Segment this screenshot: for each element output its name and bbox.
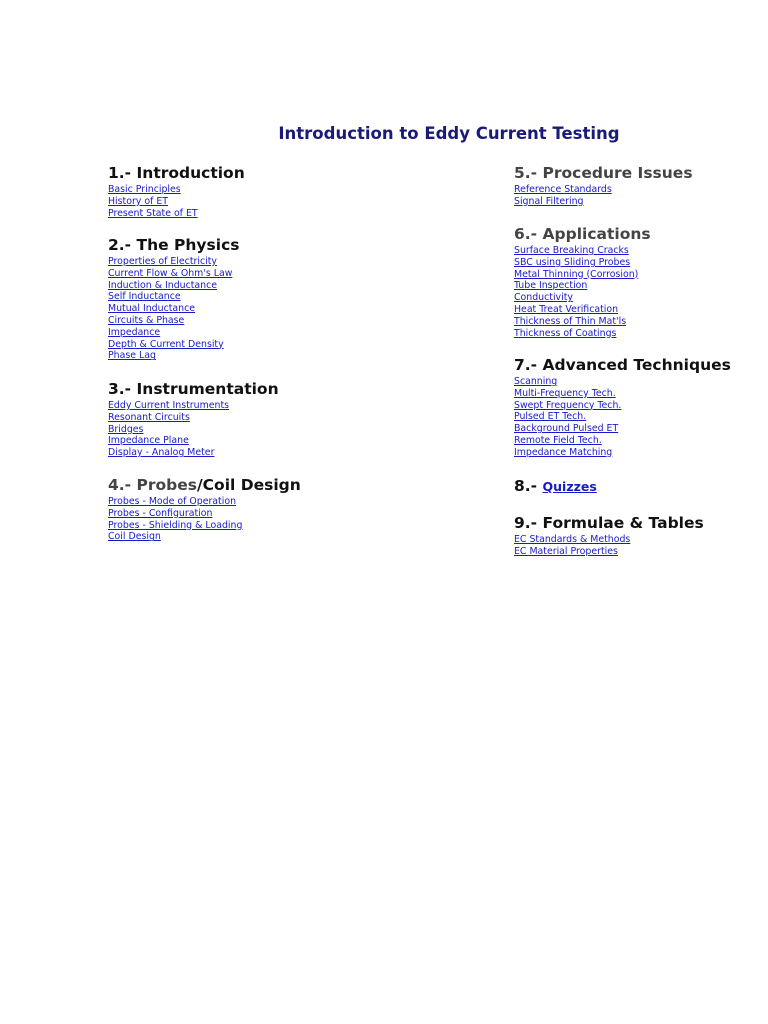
list-item xyxy=(108,400,279,412)
section-instrumentation xyxy=(108,380,279,459)
topic-link[interactable]: Surface Breaking Cracks xyxy=(514,245,629,256)
section-heading-procedure xyxy=(514,164,693,182)
topic-link[interactable]: Probes - Shielding & Loading xyxy=(108,519,243,531)
list-item xyxy=(108,280,239,292)
link-list xyxy=(514,184,693,208)
topic-link[interactable]: Self Inductance xyxy=(108,291,181,303)
list-item xyxy=(514,388,731,400)
list-item xyxy=(514,257,651,269)
section-number: 3.- xyxy=(108,380,132,398)
section-quizzes xyxy=(514,477,597,496)
topic-link[interactable]: Impedance Plane xyxy=(108,435,189,447)
list-item xyxy=(514,184,693,196)
section-title: Applications xyxy=(542,225,651,243)
list-item xyxy=(514,196,693,208)
section-number: 4.- xyxy=(108,476,132,494)
section-title: Introduction xyxy=(136,164,245,182)
topic-link[interactable]: Depth & Current Density xyxy=(108,338,224,350)
link-list xyxy=(514,376,731,459)
section-title-part1: Probes xyxy=(136,476,198,494)
topic-link[interactable]: Reference Standards xyxy=(514,184,612,195)
section-number: 2.- xyxy=(108,236,132,254)
topic-link[interactable]: Probes - Configuration xyxy=(108,507,213,519)
link-list xyxy=(514,245,651,339)
topic-link[interactable]: Coil Design xyxy=(108,531,161,543)
topic-link[interactable]: EC Standards & Methods xyxy=(514,534,631,545)
list-item xyxy=(514,376,731,388)
list-item xyxy=(108,424,279,436)
section-title: The Physics xyxy=(136,236,240,254)
section-heading-introduction xyxy=(108,164,245,182)
quizzes-link[interactable]: Quizzes xyxy=(542,479,597,494)
list-item xyxy=(108,447,279,459)
topic-link[interactable]: Metal Thinning (Corrosion) xyxy=(514,268,639,280)
section-applications xyxy=(514,225,651,339)
list-item xyxy=(108,435,279,447)
topic-link[interactable]: EC Material Properties xyxy=(514,545,618,557)
topic-link[interactable]: Multi-Frequency Tech. xyxy=(514,387,616,399)
list-item xyxy=(514,423,731,435)
topic-link[interactable]: Tube Inspection xyxy=(514,280,588,292)
link-list xyxy=(108,496,301,543)
section-heading-instrumentation xyxy=(108,380,279,398)
list-item xyxy=(108,315,239,327)
list-item xyxy=(514,316,651,328)
list-item xyxy=(514,304,651,316)
topic-link[interactable]: Remote Field Tech. xyxy=(514,434,602,446)
topic-link[interactable]: Thickness of Thin Mat'ls xyxy=(514,315,627,327)
topic-link[interactable]: Present State of ET xyxy=(108,207,198,219)
list-item xyxy=(108,196,245,208)
section-advanced xyxy=(514,356,731,459)
list-item xyxy=(108,508,301,520)
list-item xyxy=(514,534,704,546)
section-number: 6.- xyxy=(514,225,538,243)
list-item xyxy=(514,328,651,340)
list-item xyxy=(514,546,704,558)
topic-link[interactable]: History of ET xyxy=(108,195,168,207)
topic-link[interactable]: Thickness of Coatings xyxy=(514,327,617,339)
list-item xyxy=(108,208,245,220)
topic-link[interactable]: Pulsed ET Tech. xyxy=(514,411,587,423)
topic-link[interactable]: Resonant Circuits xyxy=(108,411,190,423)
topic-link[interactable]: Background Pulsed ET xyxy=(514,423,619,435)
section-title: Instrumentation xyxy=(136,380,279,398)
section-procedure xyxy=(514,164,693,208)
list-item xyxy=(108,412,279,424)
section-number: 5.- xyxy=(514,164,538,182)
topic-link[interactable]: Circuits & Phase xyxy=(108,314,185,326)
list-item xyxy=(514,447,731,459)
list-item xyxy=(108,303,239,315)
list-item xyxy=(514,245,651,257)
section-heading-physics xyxy=(108,236,239,254)
topic-link[interactable]: Impedance xyxy=(108,326,161,338)
topic-link[interactable]: Signal Filtering xyxy=(514,195,584,207)
link-list xyxy=(108,400,279,459)
list-item xyxy=(108,256,239,268)
list-item xyxy=(514,292,651,304)
topic-link[interactable]: Impedance Matching xyxy=(514,446,613,458)
list-item xyxy=(514,400,731,412)
topic-link[interactable]: Display - Analog Meter xyxy=(108,447,215,459)
list-item xyxy=(108,496,301,508)
section-probes xyxy=(108,476,301,543)
topic-link[interactable]: Phase Lag xyxy=(108,350,156,362)
topic-link[interactable]: SBC using Sliding Probes xyxy=(514,256,631,268)
list-item xyxy=(108,339,239,351)
topic-link[interactable]: Induction & Inductance xyxy=(108,279,218,291)
topic-link[interactable]: Heat Treat Verification xyxy=(514,303,619,315)
section-title: Formulae & Tables xyxy=(542,514,704,532)
list-item xyxy=(514,411,731,423)
topic-link[interactable]: Probes - Mode of Operation xyxy=(108,496,237,507)
list-item xyxy=(108,520,301,532)
section-introduction xyxy=(108,164,245,219)
topic-link[interactable]: Properties of Electricity xyxy=(108,256,217,267)
topic-link[interactable]: Swept Frequency Tech. xyxy=(514,399,622,411)
list-item xyxy=(108,291,239,303)
link-list xyxy=(514,534,704,558)
list-item xyxy=(108,268,239,280)
topic-link[interactable]: Conductivity xyxy=(514,292,573,304)
section-number: 8.- xyxy=(514,477,538,495)
page-title: Introduction to Eddy Current Testing xyxy=(278,124,620,143)
section-title: Advanced Techniques xyxy=(542,356,731,374)
topic-link[interactable]: Current Flow & Ohm's Law xyxy=(108,267,233,279)
link-list xyxy=(108,256,239,362)
section-heading-formulae xyxy=(514,514,704,532)
list-item xyxy=(108,350,239,362)
section-heading-probes xyxy=(108,476,301,494)
list-item xyxy=(514,280,651,292)
topic-link[interactable]: Scanning xyxy=(514,376,558,387)
section-heading-quizzes xyxy=(514,477,597,496)
topic-link[interactable]: Eddy Current Instruments xyxy=(108,400,230,411)
list-item xyxy=(514,269,651,281)
topic-link[interactable]: Bridges xyxy=(108,423,144,435)
section-title-part2: /Coil Design xyxy=(197,476,301,494)
list-item xyxy=(108,531,301,543)
section-physics xyxy=(108,236,239,362)
section-formulae xyxy=(514,514,704,558)
section-heading-applications xyxy=(514,225,651,243)
topic-link[interactable]: Basic Principles xyxy=(108,184,181,195)
list-item xyxy=(108,327,239,339)
section-number: 7.- xyxy=(514,356,538,374)
link-list xyxy=(108,184,245,219)
section-title: Procedure Issues xyxy=(542,164,693,182)
section-number: 9.- xyxy=(514,514,538,532)
list-item xyxy=(514,435,731,447)
topic-link[interactable]: Mutual Inductance xyxy=(108,303,196,315)
section-number: 1.- xyxy=(108,164,132,182)
section-heading-advanced xyxy=(514,356,731,374)
list-item xyxy=(108,184,245,196)
